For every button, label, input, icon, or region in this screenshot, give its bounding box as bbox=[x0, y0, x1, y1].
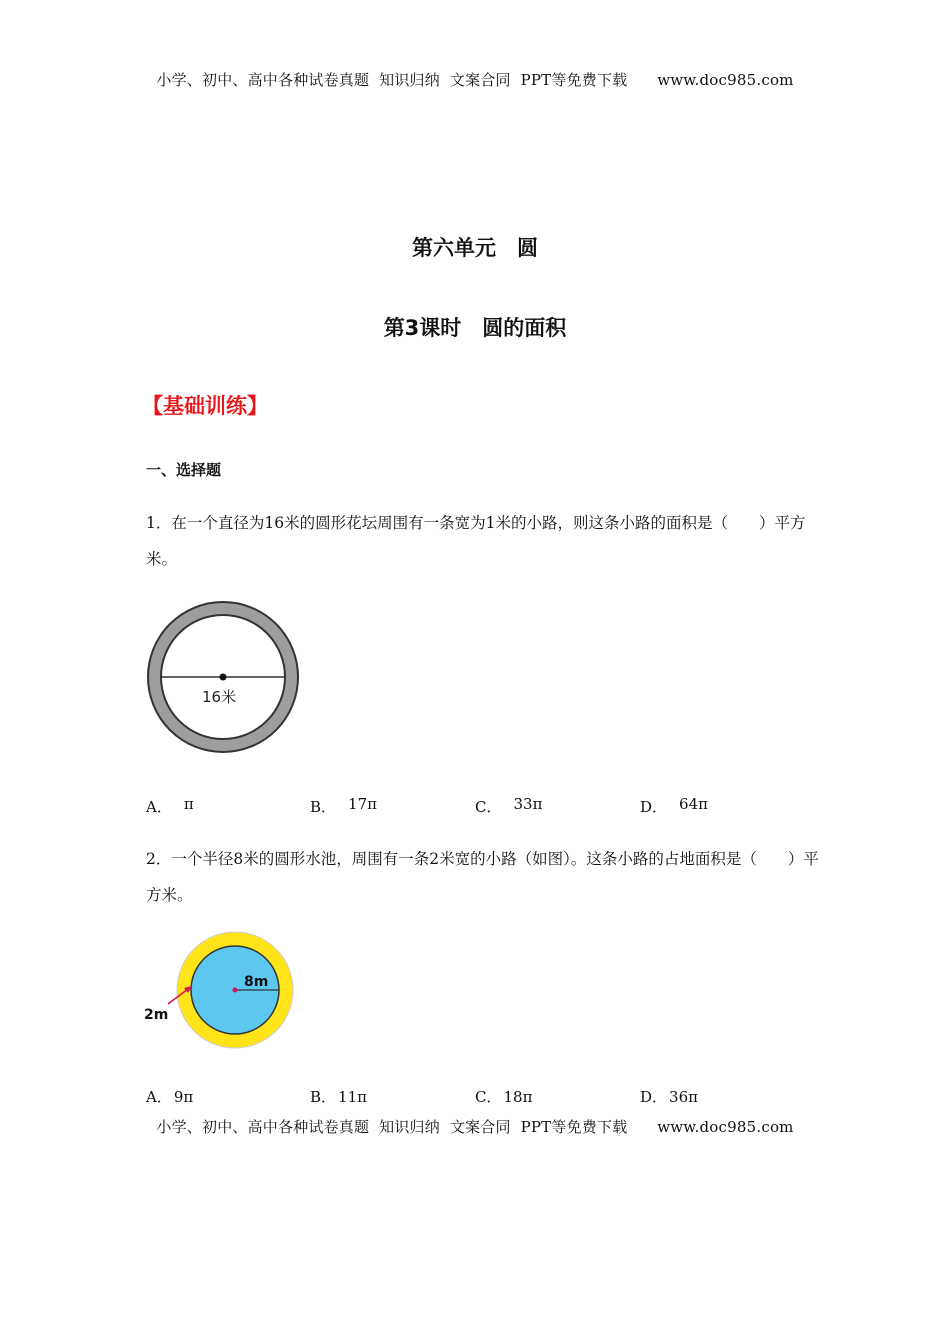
page-header: 小学、初中、高中各种试卷真题 知识归纳 文案合同 PPT等免费下载 www.doc985.com bbox=[156, 71, 794, 89]
q2-option-a[interactable] bbox=[146, 1086, 193, 1107]
option-letter: B． bbox=[310, 798, 337, 816]
option-value: 11π bbox=[338, 1088, 367, 1106]
width-label: 2m bbox=[144, 1007, 169, 1023]
question-1-figure bbox=[140, 596, 310, 760]
diameter-label: 16米 bbox=[202, 688, 237, 706]
option-value: 9π bbox=[173, 1088, 194, 1106]
option-letter: D． bbox=[640, 1088, 668, 1106]
center-dot bbox=[233, 988, 238, 993]
option-letter: C． bbox=[475, 798, 502, 816]
option-value: 33π bbox=[513, 795, 543, 813]
q2-option-d[interactable] bbox=[640, 1086, 698, 1107]
question-2-text: 2．一个半径8米的圆形水池，周围有一条2米宽的小路（如图）。这条小路的占地面积是（ ）平方米。 bbox=[146, 850, 819, 904]
option-value: 17π bbox=[348, 795, 377, 813]
lesson-title: 第3课时 圆的面积 bbox=[383, 316, 567, 340]
page-footer: 小学、初中、高中各种试卷真题 知识归纳 文案合同 PPT等免费下载 www.doc985.com bbox=[156, 1118, 794, 1136]
center-dot bbox=[220, 674, 227, 681]
q2-option-c[interactable] bbox=[475, 1086, 532, 1107]
q1-option-c[interactable] bbox=[475, 796, 542, 817]
option-value: 64π bbox=[679, 795, 708, 813]
option-value: 18π bbox=[503, 1088, 533, 1106]
option-letter: C． bbox=[475, 1088, 502, 1106]
option-value: π bbox=[183, 795, 194, 813]
option-letter: A． bbox=[146, 1088, 172, 1106]
unit-title: 第六单元 圆 bbox=[412, 236, 538, 260]
q2-option-b[interactable] bbox=[310, 1086, 367, 1107]
question-1-text: 1．在一个直径为16米的圆形花坛周围有一条宽为1米的小路，则这条小路的面积是（ ）平方米。 bbox=[146, 514, 806, 568]
q1-option-a[interactable] bbox=[146, 796, 194, 817]
option-letter: D． bbox=[640, 798, 668, 816]
option-letter: B． bbox=[310, 1088, 337, 1106]
section-tag: 【基础训练】 bbox=[142, 394, 268, 418]
option-value: 36π bbox=[669, 1088, 698, 1106]
option-letter: A． bbox=[146, 798, 172, 816]
section-heading: 一、选择题 bbox=[146, 461, 222, 479]
q1-option-b[interactable] bbox=[310, 796, 377, 817]
radius-label: 8m bbox=[244, 974, 269, 990]
question-2-figure bbox=[140, 930, 308, 1054]
q1-option-d[interactable] bbox=[640, 796, 708, 817]
